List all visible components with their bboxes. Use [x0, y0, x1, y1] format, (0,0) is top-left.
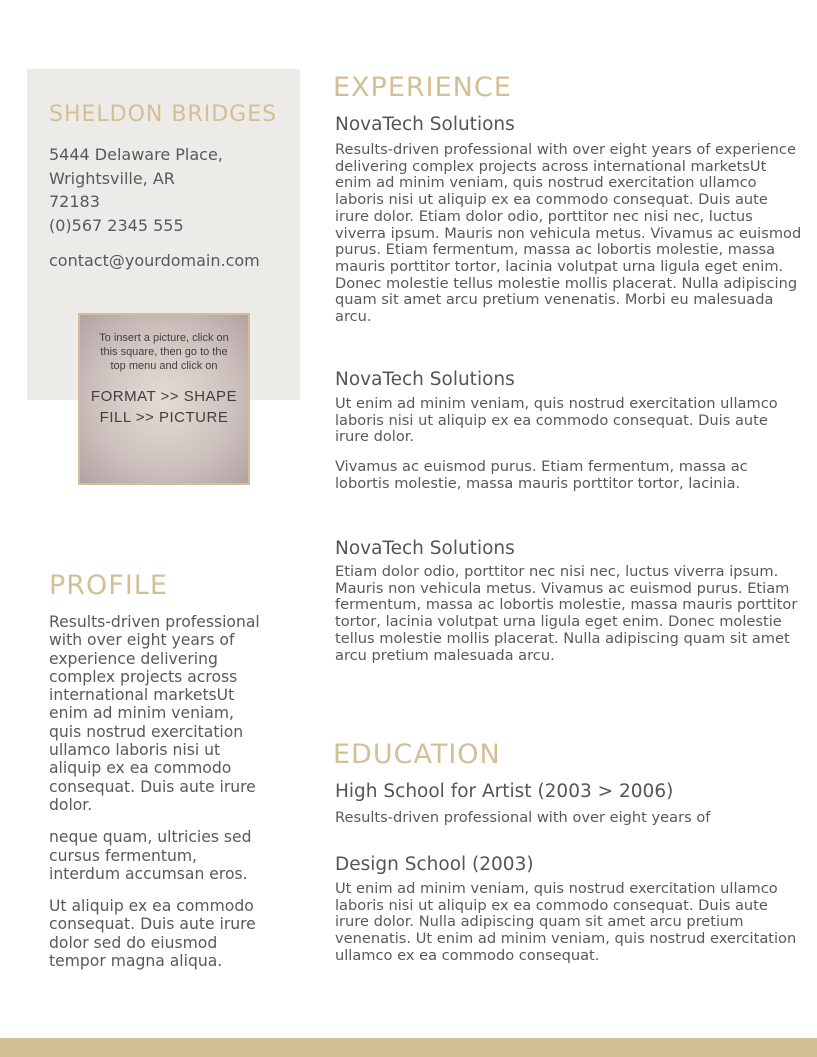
experience-item	[335, 368, 805, 493]
experience-heading: EXPERIENCE	[333, 72, 512, 103]
profile-paragraph: Results-driven professional with over eight years of experience delivering complex projects across international marketsUt enim ad minim veniam, quis nostrud exercitation ullamco laboris nisi ut aliquip ex ea commodo consequat. Duis aute irure dolor.	[49, 613, 260, 814]
candidate-name: SHELDON BRIDGES	[49, 102, 278, 127]
education-item	[335, 853, 805, 965]
job-description: Etiam dolor odio, porttitor nec nisi nec, luctus viverra ipsum. Mauris non vehicula metus. Vivamus ac euismod purus. Etiam fermentum, massa ac lobortis molestie, massa mauris porttitor tortor, lacinia volutpat urna ligula eget enim. Donec molestie tellus molestie mollis placerat. Nulla adipiscing quam sit amet arcu pretium malesuada arcu.	[335, 563, 798, 664]
address-line: 72183	[49, 192, 100, 211]
photo-instruction: To insert a picture, click on this square, then go to the top menu and click on	[99, 332, 229, 373]
profile-paragraph: Ut aliquip ex ea commodo consequat. Duis aute irure dolor sed do eiusmod tempor magna aliqua.	[49, 897, 256, 971]
address-line: 5444 Delaware Place,	[49, 145, 223, 164]
school-description: Ut enim ad minim veniam, quis nostrud exercitation ullamco laboris nisi ut aliquip ex ea commodo consequat. Duis aute irure dolor. Nulla adipiscing quam sit amet arcu pretium venenatis. Ut enim ad minim veniam, quis nostrud exercitation ullamco ex ea commodo consequat.	[335, 880, 797, 964]
school-title: High School for Artist (2003 > 2006)	[335, 781, 674, 802]
address-block	[49, 143, 269, 237]
education-heading: EDUCATION	[333, 739, 501, 770]
photo-action: FORMAT >> SHAPE FILL >> PICTURE	[90, 387, 238, 427]
education-item	[335, 780, 805, 827]
job-description: Results-driven professional with over eight years of experience delivering complex projects across international marketsUt enim ad minim veniam, quis nostrud exercitation ullamco laboris nisi ut aliquip ex ea commodo consequat. Duis aute irure dolor. Etiam dolor odio, porttitor nec nisi nec, luctus viverra ipsum. Mauris non vehicula metus. Vivamus ac euismod purus. Etiam fermentum, massa ac lobortis molestie, massa mauris porttitor tortor, lacinia volutpat urna ligula eget enim. Donec molestie tellus molestie mollis placerat. Nulla adipiscing quam sit amet arcu pretium venenatis. Morbi eu malesuada arcu.	[335, 141, 802, 326]
experience-item	[335, 537, 805, 664]
photo-placeholder[interactable]	[78, 313, 250, 485]
experience-item	[335, 113, 805, 326]
profile-paragraph: neque quam, ultricies sed cursus fermentum, interdum accumsan eros.	[49, 828, 252, 883]
profile-text	[49, 613, 264, 984]
company-name: NovaTech Solutions	[335, 114, 515, 135]
footer-bar	[0, 1038, 817, 1057]
job-description: Vivamus ac euismod purus. Etiam fermentum, massa ac lobortis molestie, massa mauris porttitor tortor, lacinia.	[335, 458, 748, 492]
email-address[interactable]: contact@yourdomain.com	[49, 251, 260, 270]
company-name: NovaTech Solutions	[335, 369, 515, 390]
company-name: NovaTech Solutions	[335, 538, 515, 559]
name-clip	[49, 100, 279, 132]
phone-number: (0)567 2345 555	[49, 215, 184, 235]
school-title: Design School (2003)	[335, 854, 534, 875]
address-line: Wrightsville, AR	[49, 168, 175, 188]
school-description: Results-driven professional with over eight years of	[335, 809, 711, 826]
profile-heading: PROFILE	[49, 570, 168, 601]
job-description: Ut enim ad minim veniam, quis nostrud exercitation ullamco laboris nisi ut aliquip ex ea commodo consequat. Duis aute irure dolor.	[335, 395, 778, 446]
